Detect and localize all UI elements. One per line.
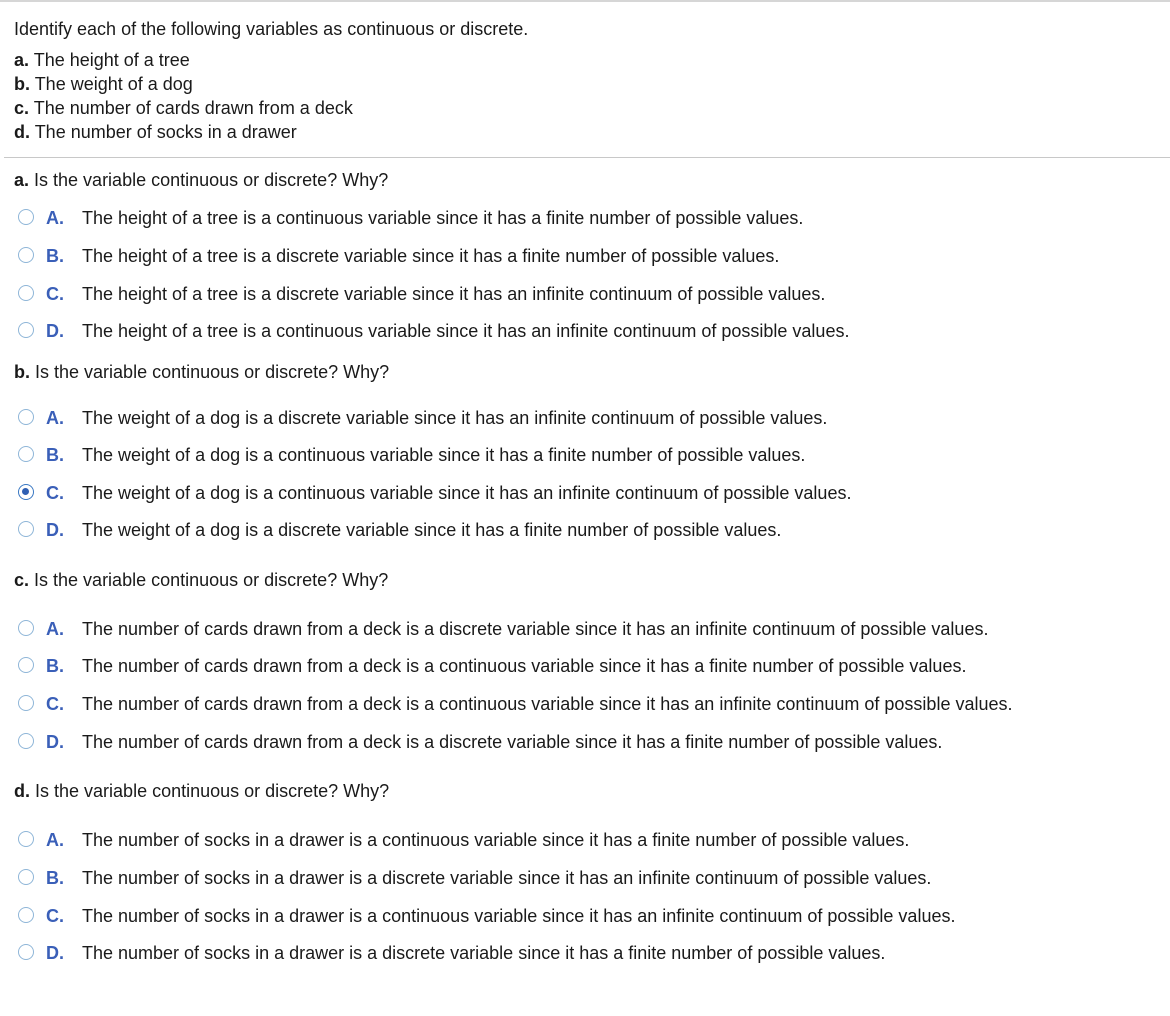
question-text: Is the variable continuous or discrete? Why? xyxy=(34,170,389,190)
variable-item-c xyxy=(14,96,353,120)
radio-button-icon[interactable] xyxy=(18,285,34,301)
radio-button-icon[interactable] xyxy=(18,620,34,636)
section-divider xyxy=(4,157,1170,158)
variable-item-a xyxy=(14,48,353,72)
option-text: The number of socks in a drawer is a discrete variable since it has a finite number of possible values. xyxy=(82,943,886,963)
variable-list xyxy=(14,48,353,144)
question-letter: d. xyxy=(14,781,30,801)
question-text: Is the variable continuous or discrete? Why? xyxy=(35,362,390,382)
question-letter: a. xyxy=(14,170,30,190)
item-text: The number of socks in a drawer xyxy=(34,122,297,142)
question-a-title xyxy=(14,168,388,192)
question-letter: c. xyxy=(14,570,30,590)
radio-button-icon[interactable] xyxy=(18,322,34,338)
option-text: The weight of a dog is a discrete variable since it has an infinite continuum of possible values. xyxy=(82,408,828,428)
radio-button-icon[interactable] xyxy=(18,409,34,425)
question-letter: b. xyxy=(14,362,30,382)
radio-button-icon[interactable] xyxy=(18,446,34,462)
item-text: The number of cards drawn from a deck xyxy=(33,98,353,118)
option-text: The number of cards drawn from a deck is a discrete variable since it has an infinite continuum of possible values. xyxy=(82,619,989,639)
option-letter: C. xyxy=(46,906,64,926)
option-text: The weight of a dog is a continuous variable since it has a finite number of possible values. xyxy=(82,445,806,465)
radio-button-icon[interactable] xyxy=(18,831,34,847)
option-text: The height of a tree is a discrete variable since it has an infinite continuum of possible values. xyxy=(82,284,826,304)
radio-button-selected-icon[interactable] xyxy=(18,484,34,500)
option-letter: B. xyxy=(46,445,64,465)
option-letter: D. xyxy=(46,520,64,540)
option-letter: B. xyxy=(46,246,64,266)
option-letter: A. xyxy=(46,208,64,228)
item-letter: b. xyxy=(14,74,30,94)
variable-item-d xyxy=(14,120,353,144)
radio-button-icon[interactable] xyxy=(18,869,34,885)
option-letter: A. xyxy=(46,830,64,850)
option-text: The number of cards drawn from a deck is a continuous variable since it has a finite number of possible values. xyxy=(82,656,967,676)
question-text: Is the variable continuous or discrete? Why? xyxy=(34,570,389,590)
option-letter: B. xyxy=(46,868,64,888)
question-c-title xyxy=(14,568,388,592)
option-text: The height of a tree is a discrete variable since it has a finite number of possible values. xyxy=(82,246,780,266)
option-letter: D. xyxy=(46,732,64,752)
option-letter: C. xyxy=(46,694,64,714)
item-text: The height of a tree xyxy=(33,50,190,70)
option-letter: B. xyxy=(46,656,64,676)
option-letter: C. xyxy=(46,483,64,503)
option-text: The number of cards drawn from a deck is a discrete variable since it has a finite number of possible values. xyxy=(82,732,943,752)
problem-prompt: Identify each of the following variables as continuous or discrete. xyxy=(14,19,529,39)
option-letter: C. xyxy=(46,284,64,304)
radio-button-icon[interactable] xyxy=(18,209,34,225)
option-text: The number of socks in a drawer is a continuous variable since it has a finite number of possible values. xyxy=(82,830,910,850)
option-text: The weight of a dog is a continuous variable since it has an infinite continuum of possible values. xyxy=(82,483,852,503)
option-text: The height of a tree is a continuous variable since it has a finite number of possible values. xyxy=(82,208,804,228)
option-text: The number of socks in a drawer is a discrete variable since it has an infinite continuum of possible values. xyxy=(82,868,932,888)
radio-button-icon[interactable] xyxy=(18,944,34,960)
option-text: The number of cards drawn from a deck is a continuous variable since it has an infinite continuum of possible values. xyxy=(82,694,1013,714)
top-border xyxy=(0,0,1170,2)
option-letter: A. xyxy=(46,619,64,639)
question-text: Is the variable continuous or discrete? Why? xyxy=(35,781,390,801)
variable-item-b xyxy=(14,72,353,96)
radio-button-icon[interactable] xyxy=(18,695,34,711)
option-text: The number of socks in a drawer is a continuous variable since it has an infinite continuum of possible values. xyxy=(82,906,956,926)
radio-button-icon[interactable] xyxy=(18,907,34,923)
question-b-title xyxy=(14,360,389,384)
radio-button-icon[interactable] xyxy=(18,733,34,749)
radio-button-icon[interactable] xyxy=(18,657,34,673)
option-letter: A. xyxy=(46,408,64,428)
question-d-title xyxy=(14,779,389,803)
option-letter: D. xyxy=(46,321,64,341)
option-text: The weight of a dog is a discrete variable since it has a finite number of possible values. xyxy=(82,520,782,540)
item-letter: d. xyxy=(14,122,30,142)
option-letter: D. xyxy=(46,943,64,963)
radio-button-icon[interactable] xyxy=(18,247,34,263)
radio-button-icon[interactable] xyxy=(18,521,34,537)
item-text: The weight of a dog xyxy=(34,74,193,94)
item-letter: c. xyxy=(14,98,30,118)
item-letter: a. xyxy=(14,50,30,70)
option-text: The height of a tree is a continuous variable since it has an infinite continuum of possible values. xyxy=(82,321,850,341)
